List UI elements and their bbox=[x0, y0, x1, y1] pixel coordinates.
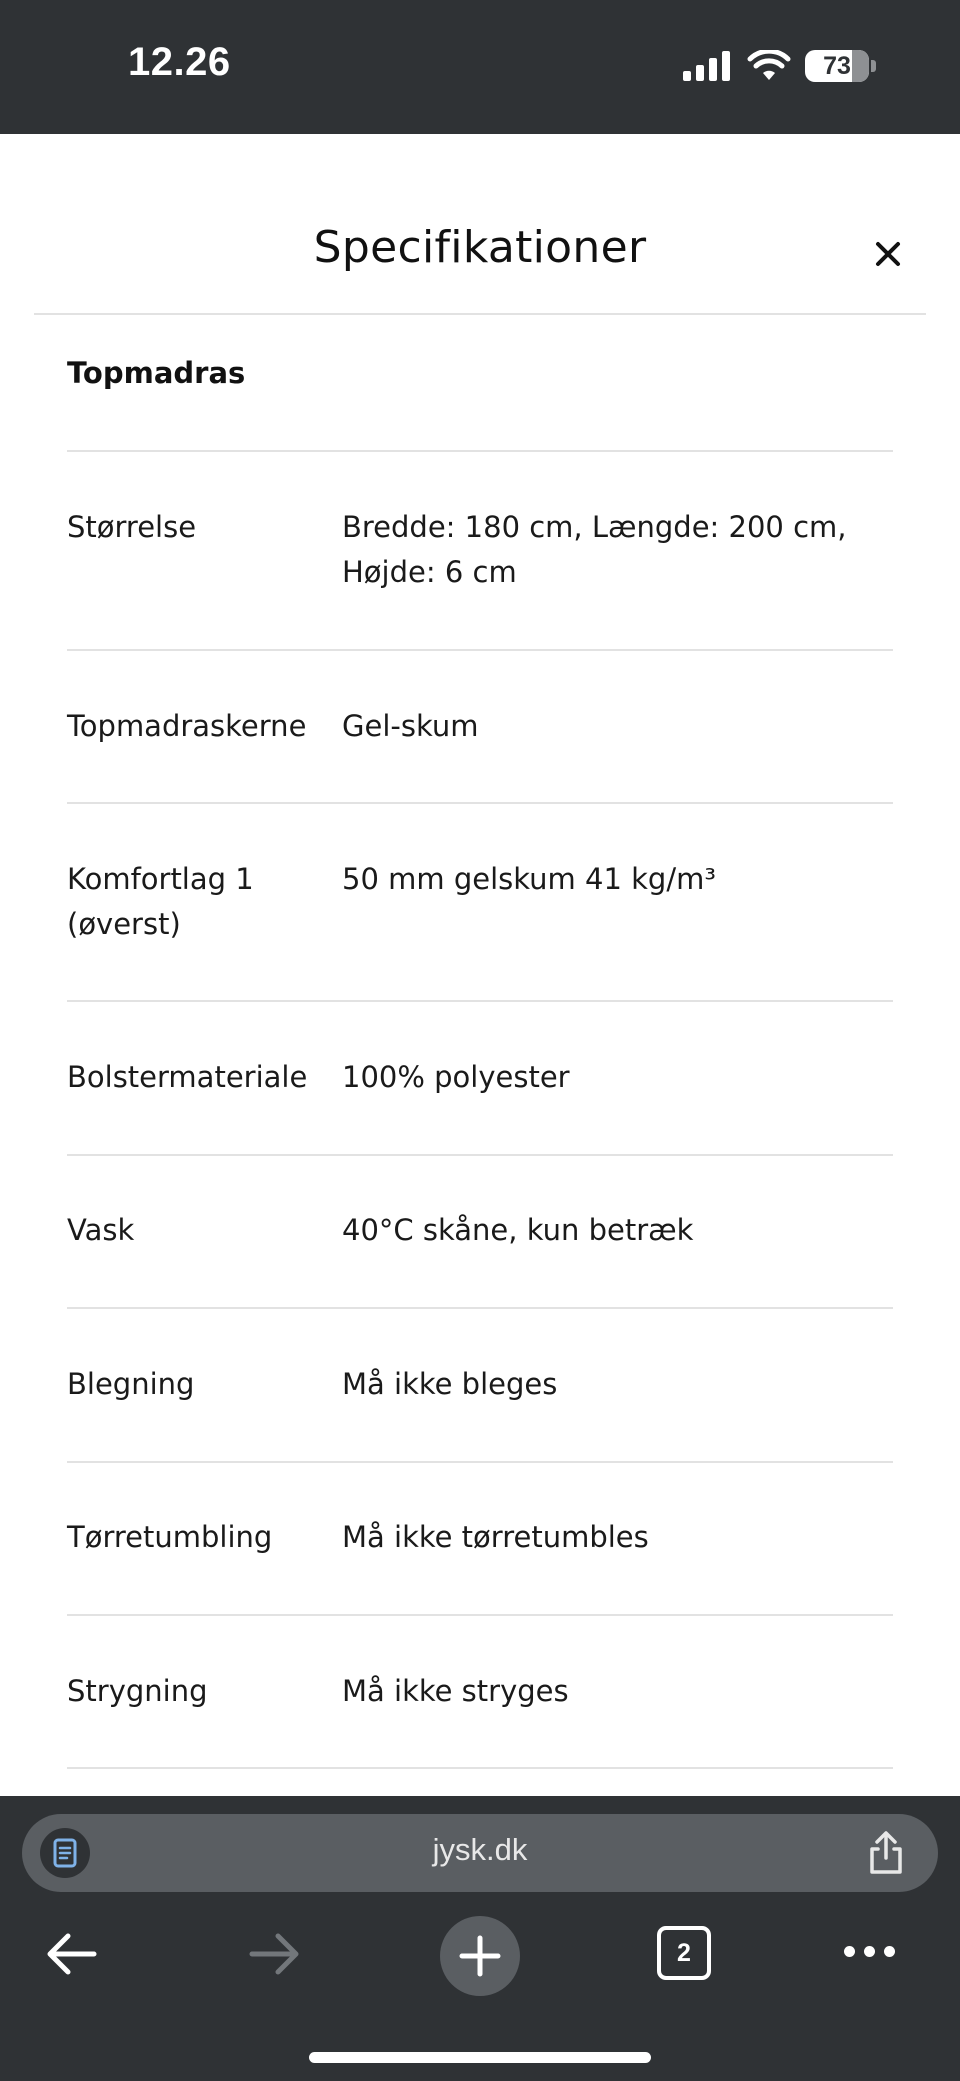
spec-label: Bolstermateriale bbox=[67, 1060, 308, 1094]
spec-value: Gel-skum bbox=[342, 709, 479, 743]
spec-label: Størrelse bbox=[67, 510, 197, 544]
more-button[interactable] bbox=[844, 1946, 895, 1957]
browser-toolbar bbox=[0, 1796, 960, 2081]
more-icon-dot bbox=[864, 1946, 875, 1957]
forward-arrow-icon bbox=[248, 1932, 302, 1976]
spec-value: Må ikke bleges bbox=[342, 1367, 558, 1401]
forward-button[interactable] bbox=[248, 1932, 302, 1976]
row-divider bbox=[67, 1461, 893, 1463]
close-button[interactable] bbox=[868, 234, 908, 274]
row-divider bbox=[67, 450, 893, 452]
row-divider bbox=[67, 1767, 893, 1769]
spec-value: 100% polyester bbox=[342, 1060, 570, 1094]
spec-value: Må ikke stryges bbox=[342, 1674, 569, 1708]
home-indicator bbox=[309, 2052, 651, 2063]
spec-value: 50 mm gelskum 41 kg/m³ bbox=[342, 862, 716, 896]
row-divider bbox=[67, 649, 893, 651]
spec-label: Komfortlag 1 (øverst) bbox=[67, 862, 254, 941]
spec-value: Bredde: 180 cm, Længde: 200 cm, Højde: 6 cm bbox=[342, 510, 847, 589]
spec-label: Blegning bbox=[67, 1367, 195, 1401]
spec-label: Topmadraskerne bbox=[67, 709, 307, 743]
url-text: jysk.dk bbox=[432, 1832, 528, 1867]
plus-icon bbox=[459, 1935, 501, 1977]
spec-value: Må ikke tørretumbles bbox=[342, 1520, 649, 1554]
wifi-icon bbox=[747, 50, 791, 82]
spec-value: 40°C skåne, kun betræk bbox=[342, 1213, 694, 1247]
back-arrow-icon bbox=[44, 1932, 98, 1976]
header-divider bbox=[34, 313, 926, 315]
more-icon bbox=[844, 1946, 855, 1957]
row-divider bbox=[67, 1000, 893, 1002]
section-title: Topmadras bbox=[67, 356, 246, 390]
status-time: 12.26 bbox=[128, 40, 231, 84]
spec-label: Tørretumbling bbox=[67, 1520, 273, 1554]
status-icons bbox=[683, 48, 876, 84]
battery-level: 73 bbox=[823, 51, 851, 80]
row-divider bbox=[67, 802, 893, 804]
signal-icon bbox=[683, 51, 733, 81]
battery-tip bbox=[871, 60, 876, 72]
row-divider bbox=[67, 1614, 893, 1616]
status-bar bbox=[0, 0, 960, 134]
tabs-button[interactable]: 2 bbox=[657, 1926, 711, 1980]
more-icon-dot bbox=[884, 1946, 895, 1957]
spec-label: Strygning bbox=[67, 1674, 208, 1708]
back-button[interactable] bbox=[44, 1932, 98, 1976]
spec-label: Vask bbox=[67, 1213, 135, 1247]
row-divider bbox=[67, 1307, 893, 1309]
address-bar[interactable] bbox=[22, 1814, 938, 1892]
modal-title: Specifikationer bbox=[313, 222, 647, 273]
close-icon bbox=[875, 241, 901, 267]
battery-icon bbox=[805, 50, 869, 82]
share-icon[interactable] bbox=[864, 1830, 908, 1876]
row-divider bbox=[67, 1154, 893, 1156]
new-tab-button[interactable] bbox=[440, 1916, 520, 1996]
